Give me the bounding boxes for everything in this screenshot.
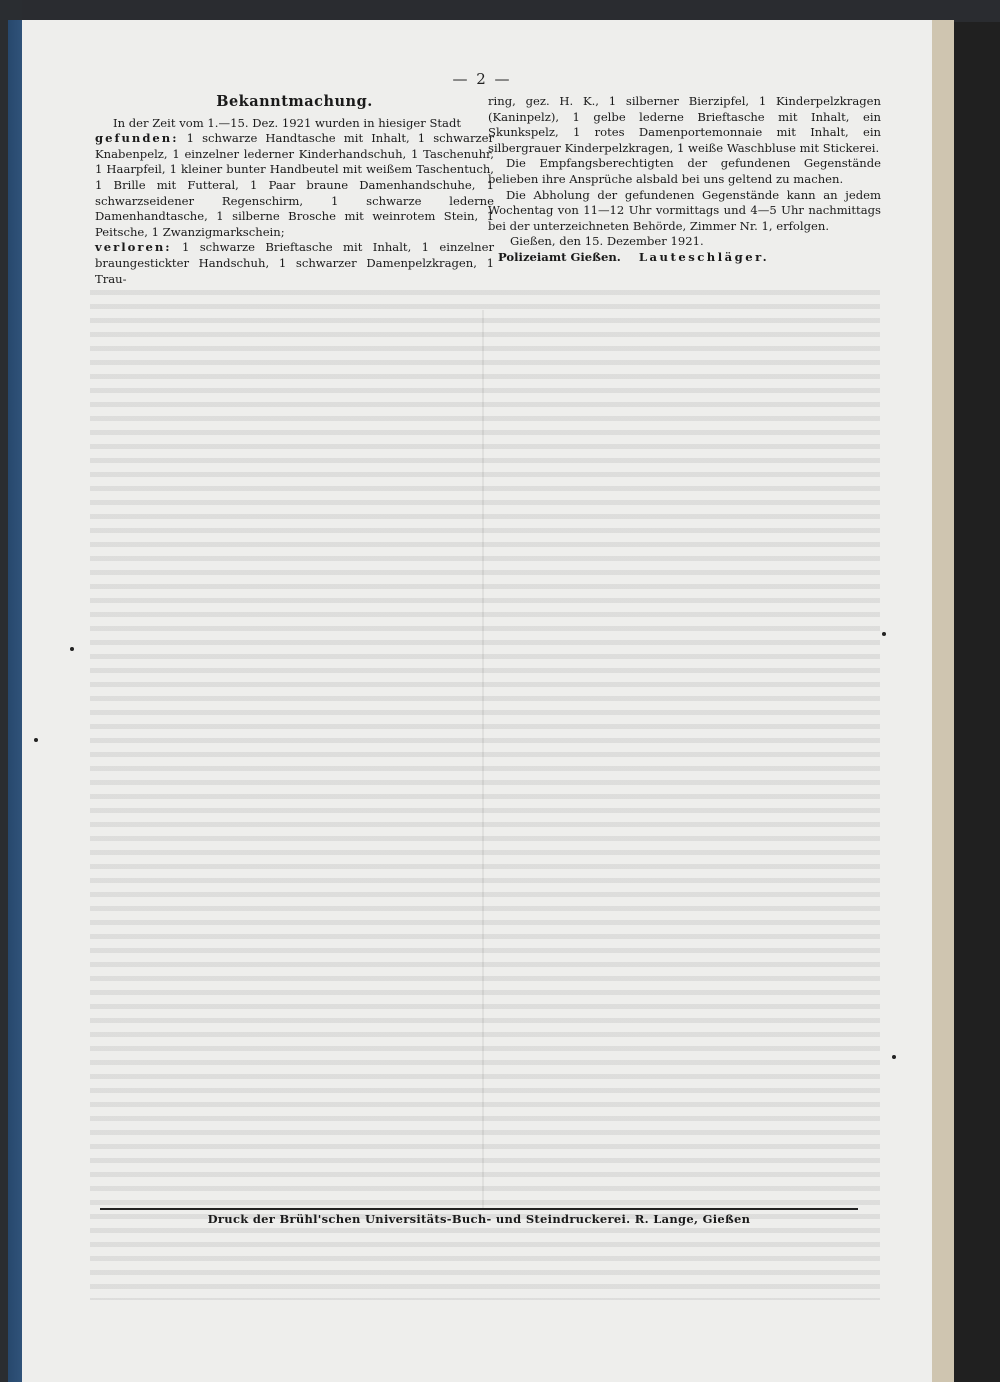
page-edge <box>930 20 954 1382</box>
found-label: gefunden: <box>95 131 179 146</box>
pickup-notice: Die Abholung der gefundenen Gegenstände kann an jedem Wochentag von 11—12 Uhr vormittags und 4—5 Uhr nachmittags bei der unterzeichneten Behörde, Zimmer Nr. 1, erfolgen. <box>488 187 881 233</box>
page-number: — 2 — <box>452 70 512 88</box>
show-through-divider <box>482 310 484 1210</box>
document-page <box>22 20 932 1382</box>
found-items: 1 schwarze Handtasche mit Inhalt, 1 schwarzer Knabenpelz, 1 einzelner lederner Kinderhandschuh, 1 Taschenuhr, 1 Haarpfeil, 1 kleiner bunter Handbeutel mit weißem Taschentuch, 1 Brille mit Futteral, 1 Paar braune Damenhandschuhe, 1 schwarzseidener Regenschirm, 1 schwarze lederne Damenhandtasche, 1 silberne Brosche mit weinrotem Stein, 1 Peitsche, 1 Zwanzigmarkschein; <box>95 131 495 239</box>
printer-imprint: Druck der Brühl'schen Universitäts-Buch- und Steindruckerei. R. Lange, Gießen <box>207 1212 751 1226</box>
lost-items: 1 schwarze Brieftasche mit Inhalt, 1 einzelner braungestickter Handschuh, 1 schwarzer Damenpelzkragen, 1 Trau- <box>95 240 495 286</box>
lost-paragraph <box>95 240 494 287</box>
signer-name: Lauteschläger. <box>638 249 770 264</box>
lost-label: verloren: <box>95 240 172 255</box>
show-through-text <box>90 290 880 1300</box>
authority-name: Polizeiamt Gießen. <box>498 249 621 264</box>
ink-speck <box>892 1055 896 1059</box>
right-column <box>488 94 881 266</box>
place-date: Gießen, den 15. Dezember 1921. <box>510 234 704 249</box>
left-column <box>95 94 494 287</box>
ink-speck <box>34 738 38 742</box>
footer-rule <box>100 1208 858 1210</box>
claim-notice: Die Empfangsberechtigten der gefundenen Gegenstände belieben ihre Ansprüche alsbald bei uns geltend zu machen. <box>488 156 881 186</box>
ink-speck <box>882 632 886 636</box>
found-paragraph <box>95 131 494 240</box>
scan-background-top <box>0 0 1000 22</box>
notice-title: Bekanntmachung. <box>216 93 373 110</box>
lost-items-continuation: ring, gez. H. K., 1 silberner Bierzipfel, 1 Kinderpelzkragen (Kaninpelz), 1 gelbe lederne Brieftasche mit Inhalt, ein Skunkspelz, 1 rotes Damenportemonnaie mit Inhalt, ein silbergrauer Kinderpelzkragen, 1 weiße Waschbluse mit Stickerei. <box>488 94 881 155</box>
notice-intro: In der Zeit vom 1.—15. Dez. 1921 wurden in hiesiger Stadt <box>113 115 462 130</box>
signature-line <box>488 250 881 266</box>
ink-speck <box>70 647 74 651</box>
